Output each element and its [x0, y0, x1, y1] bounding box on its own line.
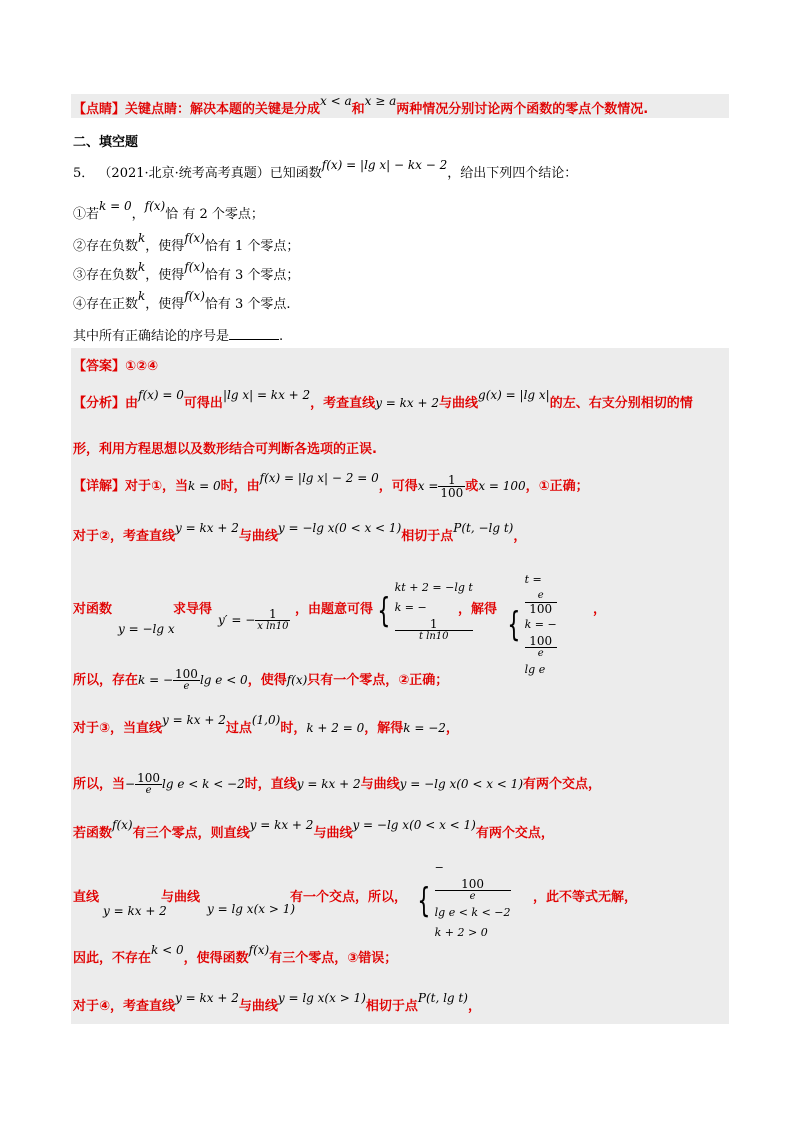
math: y = kx + 2 [175, 991, 239, 1005]
numerator: 1 [255, 608, 290, 621]
ask-text: 其中所有正确结论的序号是 [73, 329, 230, 344]
brace: { [377, 590, 391, 631]
math: f(x) [184, 289, 205, 303]
fraction [395, 618, 473, 643]
text: 有三个零点，则直线 [132, 826, 250, 841]
option-text: 恰 有 2 个零点； [165, 207, 264, 222]
text: 有两个交点， [523, 777, 602, 792]
fraction [435, 878, 511, 903]
text: 时，直线 [244, 777, 297, 792]
math: y = kx + 2 [249, 818, 314, 832]
denominator: e [469, 891, 476, 902]
text: 只有一个零点，②正确； [307, 673, 449, 688]
text: ，此不等式无解， [533, 890, 638, 905]
question-function: f(x) = |lg x| − kx − 2 [321, 158, 448, 172]
analysis-line-1 [73, 388, 728, 411]
text: 时， [280, 721, 307, 736]
math: y = −lg x(0 < x < 1) [352, 818, 476, 832]
text: ，使得 [247, 673, 287, 688]
text: ，①正确； [525, 479, 589, 494]
answer-blank [229, 327, 279, 340]
text: 所以，当 [73, 777, 126, 792]
eq: kt + 2 = −lg t [394, 581, 473, 594]
option-text: 恰有 1 个零点； [204, 239, 300, 254]
option-3 [73, 260, 728, 283]
math: k = − [138, 673, 174, 687]
derivative [218, 608, 290, 633]
text: ， [467, 999, 481, 1014]
eq: k + 2 > 0 [434, 926, 488, 939]
math: k [138, 231, 146, 245]
math: k = 0 [99, 199, 132, 213]
option-text: 恰有 3 个零点. [204, 297, 291, 312]
numerator: e [525, 590, 557, 603]
fraction [525, 590, 557, 615]
math: f(x) [112, 818, 133, 832]
text: 与曲线 [360, 777, 400, 792]
text: ， [445, 721, 459, 736]
detail-line-7 [73, 818, 728, 841]
brace: { [507, 605, 521, 645]
math: y = kx + 2 [175, 521, 239, 535]
eq-pre: − [434, 861, 444, 874]
answer-value: ①②④ [125, 359, 159, 374]
denominator: e [183, 681, 190, 692]
eq [435, 858, 511, 923]
text: ，解得 [458, 602, 498, 617]
math: f(x) [184, 231, 205, 245]
option-text: ，使得 [145, 297, 185, 312]
section-title: 二、填空题 [73, 135, 139, 150]
math: k = 0 [188, 479, 221, 493]
math: P(t, −lg t) [453, 521, 514, 535]
detail-line-2 [73, 521, 728, 544]
eq [525, 570, 557, 615]
option-text: 恰有 3 个零点； [204, 268, 300, 283]
detail-line-5 [73, 713, 728, 736]
numerator: 1 [438, 474, 465, 487]
option-text: ②存在负数 [73, 239, 139, 254]
math: y′ = − [218, 613, 256, 627]
math: y = kx + 2 [103, 904, 167, 918]
text: ， [593, 602, 607, 617]
text: 对于①，当 [125, 479, 189, 494]
text: 或 [465, 479, 479, 494]
option-2 [73, 231, 728, 254]
text: 与曲线 [313, 826, 353, 841]
analysis-tag: 【分析】 [73, 396, 126, 411]
detail-line-4 [73, 668, 728, 693]
detail-line-10 [73, 991, 728, 1014]
text: 与曲线 [439, 396, 479, 411]
math: x < a [320, 94, 352, 108]
numerator: 100 [175, 667, 198, 681]
option-4 [73, 289, 728, 312]
math: y = −lg x(0 < x < 1) [399, 777, 523, 791]
numerator: 100 [525, 635, 557, 648]
math: (1,0) [251, 713, 281, 727]
system-3 [413, 858, 511, 943]
numerator: 1 [395, 618, 473, 631]
fraction [173, 668, 200, 693]
option-text: ，使得 [145, 268, 185, 283]
system-lines [525, 570, 557, 680]
text: 对函数 [73, 602, 113, 617]
dianjing-text-2: 两种情况分别讨论两个函数的零点个数情况. [396, 102, 649, 117]
text: ，可得 [378, 479, 418, 494]
math: x = [417, 479, 439, 493]
math: |lg x| = kx + 2 [222, 388, 311, 402]
math: lg e < 0 [199, 673, 248, 687]
option-text: ，使得 [145, 239, 185, 254]
math: x ≥ a [364, 94, 397, 108]
question-number: 5． [73, 166, 95, 181]
fraction [135, 772, 162, 797]
denominator: x ln10 [257, 621, 289, 632]
option-text: ④存在正数 [73, 297, 139, 312]
math: g(x) = |lg x| [478, 388, 550, 402]
math: f(x) = 0 [138, 388, 184, 402]
numerator: 100 [137, 771, 160, 785]
text: 直线 [73, 890, 100, 905]
option-text: ③存在负数 [73, 268, 139, 283]
text: ，考查直线 [310, 396, 376, 411]
math: y = kx + 2 [162, 713, 226, 727]
text: 与曲线 [238, 529, 278, 544]
text: 对于②，考查直线 [73, 529, 176, 544]
text: 相切于点 [365, 999, 418, 1014]
detail-line-3 [73, 573, 728, 676]
system-lines [435, 858, 511, 943]
eq-pre: k = − [394, 601, 427, 614]
fraction [525, 635, 557, 660]
fraction [255, 608, 290, 633]
dianjing-text: 关键点睛：解决本题的关键是分成 [125, 102, 321, 117]
math: y = −lg x [118, 622, 175, 636]
text: 因此，不存在 [73, 951, 152, 966]
denominator: e [537, 648, 544, 659]
numerator: 100 [435, 878, 511, 891]
math: f(x) [184, 260, 205, 274]
option-text: ， [131, 207, 145, 222]
text: 过点 [225, 721, 252, 736]
text: 求导得 [173, 602, 213, 617]
text: 由 [125, 396, 139, 411]
math: y = lg x(x > 1) [277, 991, 366, 1005]
question-ask: 其中所有正确结论的序号是 . [73, 329, 284, 344]
text: ，解得 [364, 721, 404, 736]
text: 所以，存在 [73, 673, 139, 688]
math: P(t, lg t) [417, 991, 468, 1005]
math: f(x) [248, 943, 270, 957]
question-tail: ，给出下列四个结论： [447, 166, 578, 181]
math: k + 2 = 0 [306, 721, 365, 735]
eq-post: lg e [524, 663, 546, 676]
option-1 [73, 199, 728, 222]
math: y = lg x(x > 1) [207, 902, 296, 916]
math: y = kx + 2 [296, 777, 361, 791]
dianjing-line [73, 94, 728, 117]
detail-line-1 [73, 471, 728, 500]
math: f(x) [286, 673, 308, 687]
denominator: 100 [529, 602, 553, 616]
text: ，由题意可得 [295, 602, 374, 617]
detail-tag: 【详解】 [73, 479, 126, 494]
text: 的左、右支分别相切的情 [549, 396, 693, 411]
text: 对于④，考查直线 [73, 999, 176, 1014]
math: lg e < k < −2 [161, 777, 245, 791]
eq-post: lg e < k < −2 [434, 906, 511, 919]
denominator: 100 [440, 486, 464, 500]
text: 对于③，当直线 [73, 721, 163, 736]
text: 若函数 [73, 826, 113, 841]
denominator: e [145, 785, 152, 796]
math: k = −2 [403, 721, 446, 735]
text: 有三个零点，③错误； [269, 951, 398, 966]
eq-pre: t = [524, 573, 542, 586]
dianjing-tag: 【点睛】 [73, 102, 126, 117]
text: ，使得函数 [183, 951, 249, 966]
text: 相切于点 [401, 529, 454, 544]
option-text: ①若 [73, 207, 100, 222]
text: 与曲线 [238, 999, 278, 1014]
analysis-line-2: 形，利用方程思想以及数形结合可判断各选项的正误. [73, 442, 377, 457]
math: f(x) = |lg x| − 2 = 0 [259, 471, 379, 485]
brace: { [417, 880, 431, 921]
math: f(x) [144, 199, 166, 213]
text: 有两个交点， [475, 826, 554, 841]
math: y = −lg x(0 < x < 1) [277, 521, 402, 535]
detail-line-8 [73, 861, 728, 939]
text: 可得出 [183, 396, 223, 411]
math: k [138, 289, 146, 303]
answer-line [73, 355, 728, 374]
text: ， [513, 529, 527, 544]
math: x = 100 [478, 479, 526, 493]
dianjing-and: 和 [351, 102, 365, 117]
fraction [438, 474, 465, 499]
text: 与曲线 [161, 890, 201, 905]
question-source: （2021·北京·统考高考真题）已知函数 [98, 166, 322, 181]
detail-line-9 [73, 943, 728, 966]
math: − [125, 777, 136, 791]
text: 时，由 [220, 479, 260, 494]
detail-line-6 [73, 772, 728, 797]
math: y = kx + 2 [375, 396, 440, 410]
answer-tag: 【答案】 [73, 359, 126, 374]
text: 有一个交点，所以， [290, 890, 408, 905]
math: k < 0 [151, 943, 184, 957]
math: k [138, 260, 146, 274]
system-2 [503, 570, 557, 680]
denominator: t ln10 [418, 631, 449, 642]
question-line [73, 158, 728, 181]
eq-pre: k = − [524, 618, 557, 631]
